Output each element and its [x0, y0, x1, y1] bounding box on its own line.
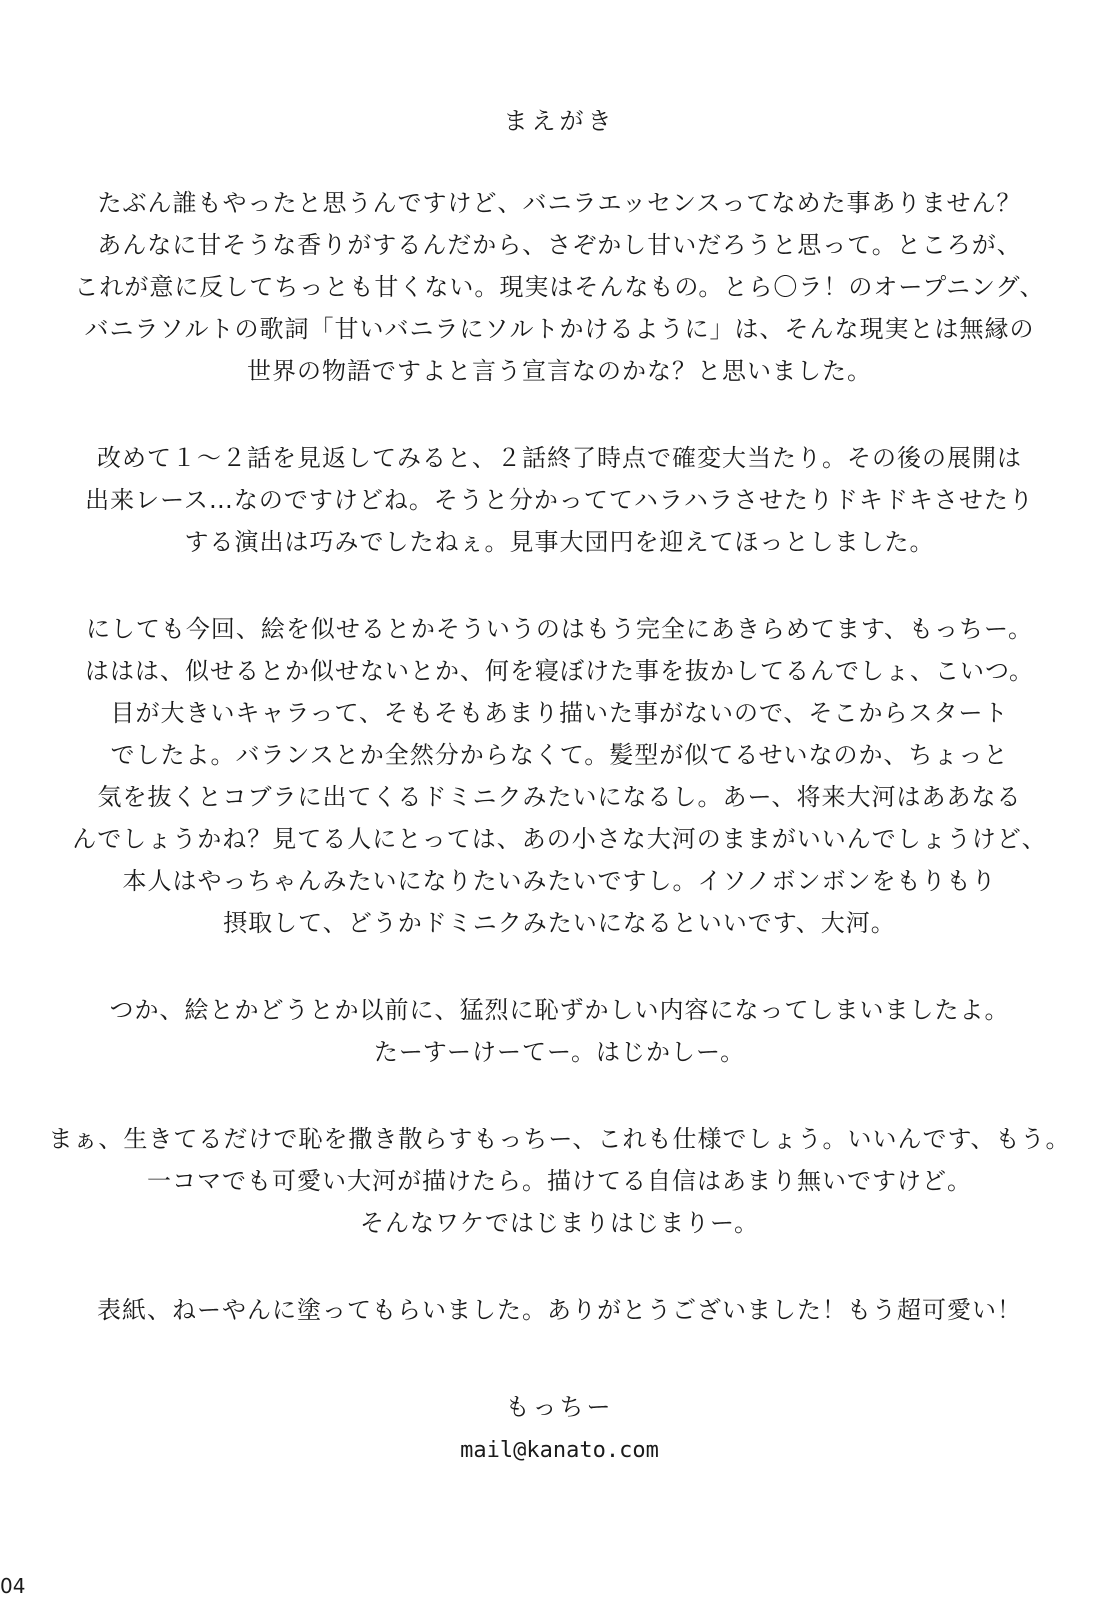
text-line: んでしょうかね？見てる人にとっては、あの小さな大河のままがいいんでしょうけど、	[72, 825, 1047, 853]
text-line: 改めて１～２話を見返してみると、２話終了時点で確変大当たり。その後の展開は	[97, 444, 1022, 472]
paragraph	[40, 1289, 1079, 1331]
text-line: ははは、似せるとか似せないとか、何を寝ぼけた事を抜かしてるんでしょ、こいつ。	[84, 657, 1035, 685]
paragraph	[40, 989, 1079, 1073]
body-text	[40, 182, 1079, 1376]
text-line: 摂取して、どうかドミニクみたいになるといいです、大河。	[223, 909, 896, 937]
text-line: あんなに甘そうな香りがするんだから、さぞかし甘いだろうと思って。ところが、	[97, 231, 1022, 259]
text-line: バニラソルトの歌詞「甘いバニラにソルトかけるように」は、そんな現実とは無縁の	[84, 315, 1035, 343]
text-line: つか、絵とかどうとか以前に、猛烈に恥ずかしい内容になってしまいましたよ。	[109, 996, 1010, 1024]
paragraph	[40, 608, 1079, 944]
text-line: たーすーけーてー。はじかしー。	[373, 1038, 746, 1066]
text-line: にしても今回、絵を似せるとかそういうのはもう完全にあきらめてます、もっちー。	[85, 615, 1034, 643]
text-line: でしたよ。バランスとか全然分からなくて。髪型が似てるせいなのか、ちょっと	[110, 741, 1009, 769]
paragraph	[40, 437, 1079, 563]
author-signature: もっちー	[505, 1393, 614, 1421]
page-number: 04	[0, 1574, 26, 1598]
text-line: 気を抜くとコブラに出てくるドミニクみたいになるし。あー、将来大河はああなる	[97, 783, 1022, 811]
text-line: まぁ、生きてるだけで恥を撒き散らすもっちー、これも仕様でしょう。いいんです、もう。	[48, 1125, 1071, 1153]
text-line: 本人はやっちゃんみたいになりたいみたいですし。イソノボンボンをもりもり	[122, 867, 997, 895]
text-line: そんなワケではじまりはじまりー。	[359, 1209, 760, 1237]
paragraph	[40, 1118, 1079, 1244]
text-line: 表紙、ねーやんに塗ってもらいました。ありがとうございました！もう超可愛い！	[97, 1296, 1022, 1324]
page-title: まえがき	[503, 107, 616, 135]
paragraph	[40, 182, 1079, 392]
text-line: 世界の物語ですよと言う宣言なのかな？と思いました。	[247, 357, 872, 385]
text-line: 一コマでも可愛い大河が描けたら。描けてる自信はあまり無いですけど。	[147, 1167, 972, 1195]
author-email: mail@kanato.com	[460, 1438, 659, 1463]
text-line: たぶん誰もやったと思うんですけど、バニラエッセンスってなめた事ありません？	[97, 189, 1022, 217]
text-line: 目が大きいキャラって、そもそもあまり描いた事がないので、そこからスタート	[110, 699, 1009, 727]
text-line: する演出は巧みでしたねぇ。見事大団円を迎えてほっとしました。	[184, 528, 935, 556]
text-line: これが意に反してちっとも甘くない。現実はそんなもの。とら〇ラ！のオープニング、	[74, 273, 1045, 301]
text-line: 出来レース…なのですけどね。そうと分かっててハラハラさせたりドキドキさせたり	[85, 486, 1034, 514]
